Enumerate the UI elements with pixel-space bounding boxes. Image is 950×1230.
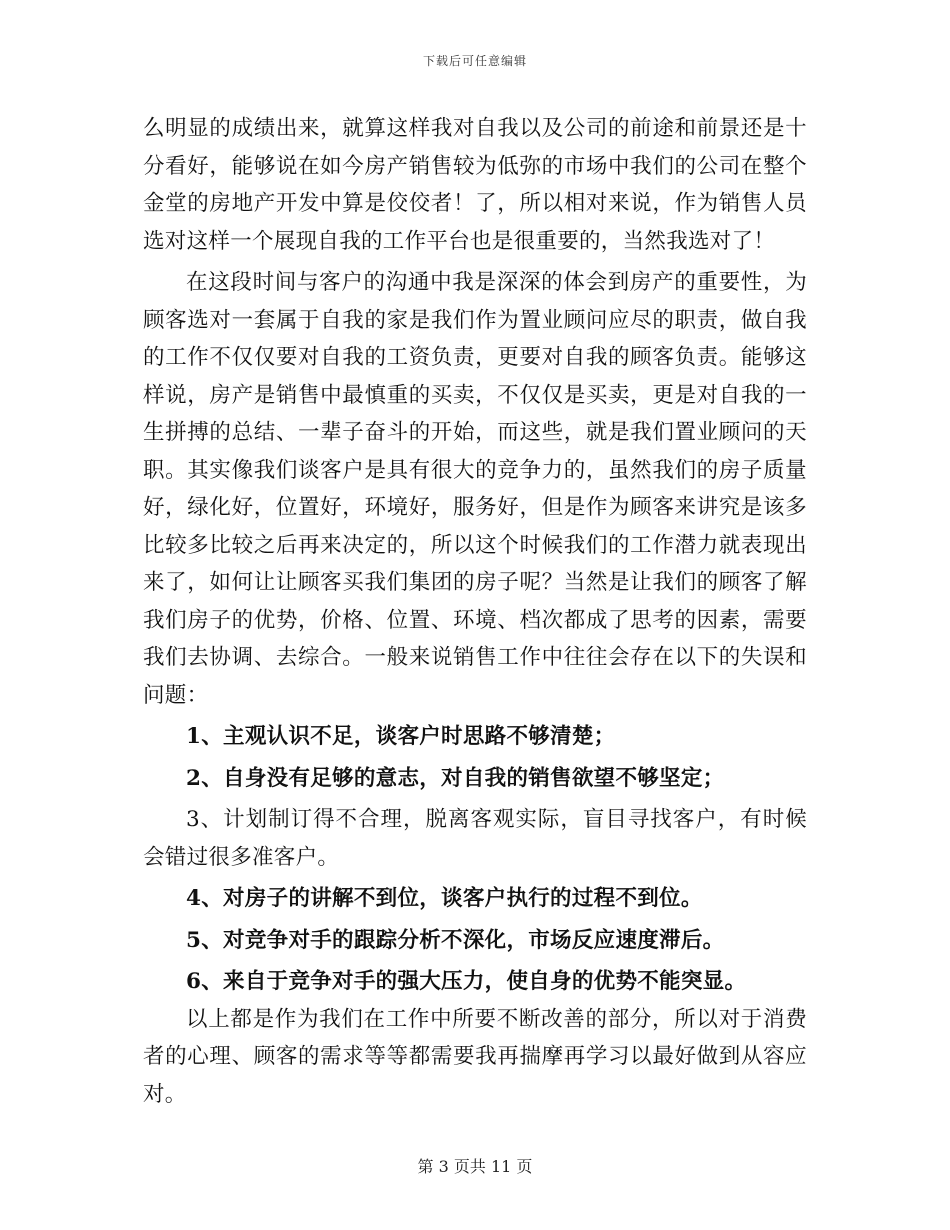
- document-body: [143, 110, 807, 1113]
- list-item-4: 4、对房子的讲解不到位，谈客户执行的过程不到位。: [186, 886, 703, 911]
- paragraph-continuation: 么明显的成绩出来，就算这样我对自我以及公司的前途和前景还是十分看好，能够说在如今房产销售较为低弥的市场中我们的公司在整个金堂的房地产开发中算是佼佼者！了，所以相对来说，作为销售人员选对这样一个展现自我的工作平台也是很重要的，当然我选对了！: [143, 116, 807, 254]
- list-item-1: 1、主观认识不足，谈客户时思路不够清楚；: [186, 724, 616, 749]
- page-header: 下载后可任意编辑: [422, 54, 527, 68]
- list-item-2: 2、自身没有足够的意志，对自我的销售欲望不够坚定；: [186, 765, 725, 791]
- list-item-6: 6、来自于竞争对手的强大压力，使自身的优势不能突显。: [186, 969, 747, 994]
- paragraph-summary: 以上都是作为我们在工作中所要不断改善的部分，所以对于消费者的心理、顾客的需求等等都需要我再揣摩再学习以最好做到从容应对。: [143, 1006, 807, 1107]
- paragraph-customer-communication: 在这段时间与客户的沟通中我是深深的体会到房产的重要性，为顾客选对一套属于自我的家是我们作为置业顾问应尽的职责，做自我的工作不仅仅要对自我的工资负责，更要对自我的顾客负责。能够这样说，房产是销售中最慎重的买卖，不仅仅是买卖，更是对自我的一生拼搏的总结、一辈子奋斗的开始，而这些，就是我们置业顾问的天职。其实像我们谈客户是具有很大的竞争力的，虽然我们的房子质量好，绿化好，位置好，环境好，服务好，但是作为顾客来讲究是该多比较多比较之后再来决定的，所以这个时候我们的工作潜力就表现出来了，如何让让顾客买我们集团的房子呢？当然是让我们的顾客了解我们房子的优势，价格、位置、环境、档次都成了思考的因素，需要我们去协调、去综合。一般来说销售工作中往往会存在以下的失误和问题：: [143, 270, 807, 708]
- page-number-footer: 第 3 页共 11 页: [417, 1157, 533, 1176]
- list-item-3: 3、计划制订得不合理，脱离客观实际，盲目寻找客户，有时候会错过很多准客户。: [143, 807, 807, 870]
- list-item-5: 5、对竞争对手的跟踪分析不深化，市场反应速度滞后。: [186, 927, 725, 953]
